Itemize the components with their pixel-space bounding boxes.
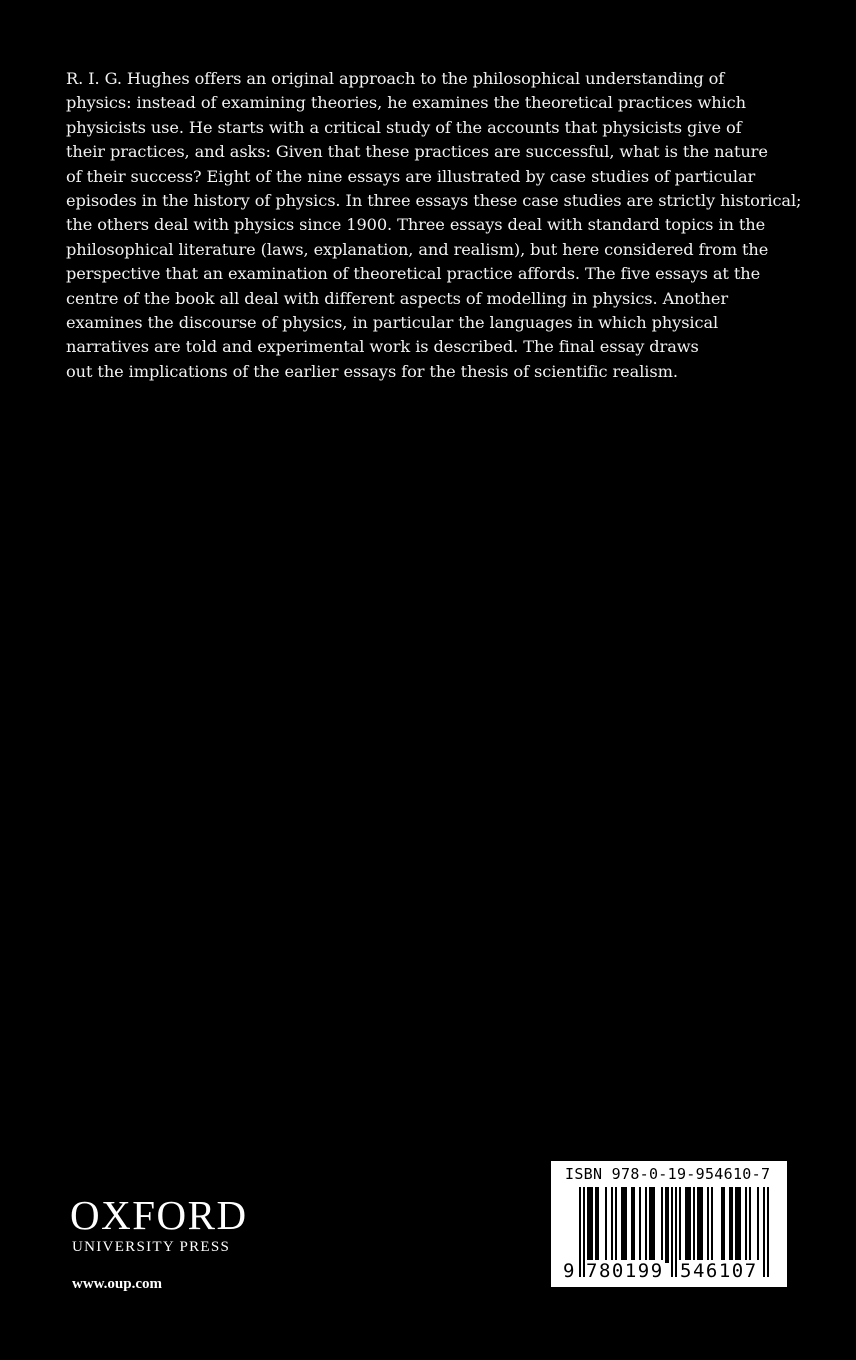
barcode-bar xyxy=(645,1187,647,1263)
barcode-bar xyxy=(685,1187,687,1263)
barcode-bar xyxy=(661,1187,663,1263)
publisher-name: OXFORD xyxy=(70,1192,248,1238)
blurb-line: out the implications of the earlier essays for the thesis of scientific realism. xyxy=(66,361,678,381)
barcode-bar xyxy=(731,1187,733,1263)
barcode-bar xyxy=(711,1187,713,1263)
blurb-line: of their success? Eight of the nine essays are illustrated by case studies of particular xyxy=(66,166,756,186)
blurb-line: R. I. G. Hughes offers an original approach to the philosophical understanding of xyxy=(66,69,725,88)
blurb-line: physicists use. He starts with a critical study of the accounts that physicists give of xyxy=(66,117,742,137)
barcode-bar xyxy=(605,1187,607,1263)
barcode-bar xyxy=(687,1187,689,1263)
barcode-bar xyxy=(615,1187,617,1263)
publisher-website[interactable]: www.oup.com xyxy=(72,1276,163,1292)
barcode-bar xyxy=(589,1187,591,1263)
barcode-bar xyxy=(667,1187,669,1263)
blurb-line: narratives are told and experimental work is described. The final essay draws xyxy=(66,337,699,357)
barcode-bar xyxy=(701,1187,703,1263)
publisher-subtitle: UNIVERSITY PRESS xyxy=(72,1239,231,1255)
blurb-line: their practices, and asks: Given that these practices are successful, what is the nature xyxy=(66,142,768,162)
barcode-bar xyxy=(587,1187,589,1263)
barcode-bar xyxy=(579,1187,581,1277)
barcode-bar xyxy=(707,1187,709,1263)
barcode-bar xyxy=(631,1187,633,1263)
barcode-bar xyxy=(623,1187,625,1263)
barcode-bar xyxy=(653,1187,655,1263)
blurb-line: the others deal with physics since 1900. Three essays deal with standard topics in the xyxy=(66,215,766,235)
blurb-line: perspective that an examination of theoretical practice affords. The five essays at the xyxy=(66,264,761,284)
barcode-bar xyxy=(679,1187,681,1263)
barcode-bar xyxy=(639,1187,641,1263)
barcode-bar xyxy=(625,1187,627,1263)
barcode-bar xyxy=(735,1187,737,1263)
blurb-line: philosophical literature (laws, explanation, and realism), but here considered from the xyxy=(66,239,769,259)
barcode-bar xyxy=(737,1187,739,1263)
barcode-bar xyxy=(591,1187,593,1263)
barcode-bar xyxy=(729,1187,731,1263)
isbn-label: ISBN 978-0-19-954610-7 xyxy=(565,1165,771,1183)
blurb-line: episodes in the history of physics. In three essays these case studies are strictly historical; xyxy=(66,191,802,211)
barcode-bar xyxy=(745,1187,747,1263)
barcode-bar xyxy=(723,1187,725,1263)
ean-right-digits: 546107 xyxy=(680,1260,758,1282)
barcode-bar xyxy=(671,1187,673,1277)
ean-first-digit: 9 xyxy=(563,1260,575,1282)
barcode-bar xyxy=(749,1187,751,1263)
barcode-bar xyxy=(767,1187,769,1277)
blurb-line: examines the discourse of physics, in particular the languages in which physical xyxy=(66,313,719,333)
ean-left-digits: 780199 xyxy=(586,1260,664,1282)
barcode-bar xyxy=(721,1187,723,1263)
barcode-bar xyxy=(757,1187,759,1263)
barcode-bar xyxy=(675,1187,677,1277)
isbn-barcode xyxy=(551,1161,787,1287)
barcode-bar xyxy=(633,1187,635,1263)
back-cover-blurb xyxy=(66,67,802,384)
barcode-bar xyxy=(689,1187,691,1263)
barcode-bar xyxy=(595,1187,597,1263)
barcode-bar xyxy=(649,1187,651,1263)
publisher-logo xyxy=(70,1193,248,1256)
barcode-bar xyxy=(611,1187,613,1263)
barcode-bar xyxy=(693,1187,695,1263)
barcode-bar xyxy=(665,1187,667,1263)
blurb-line: physics: instead of examining theories, he examines the theoretical practices which xyxy=(66,93,746,113)
barcode-bar xyxy=(597,1187,599,1263)
barcode-bar xyxy=(739,1187,741,1263)
barcode-bar xyxy=(621,1187,623,1263)
barcode-bar xyxy=(697,1187,699,1263)
blurb-line: centre of the book all deal with different aspects of modelling in physics. Another xyxy=(66,288,729,308)
barcode-bar xyxy=(763,1187,765,1277)
barcode-bar xyxy=(699,1187,701,1263)
barcode-bar xyxy=(651,1187,653,1263)
